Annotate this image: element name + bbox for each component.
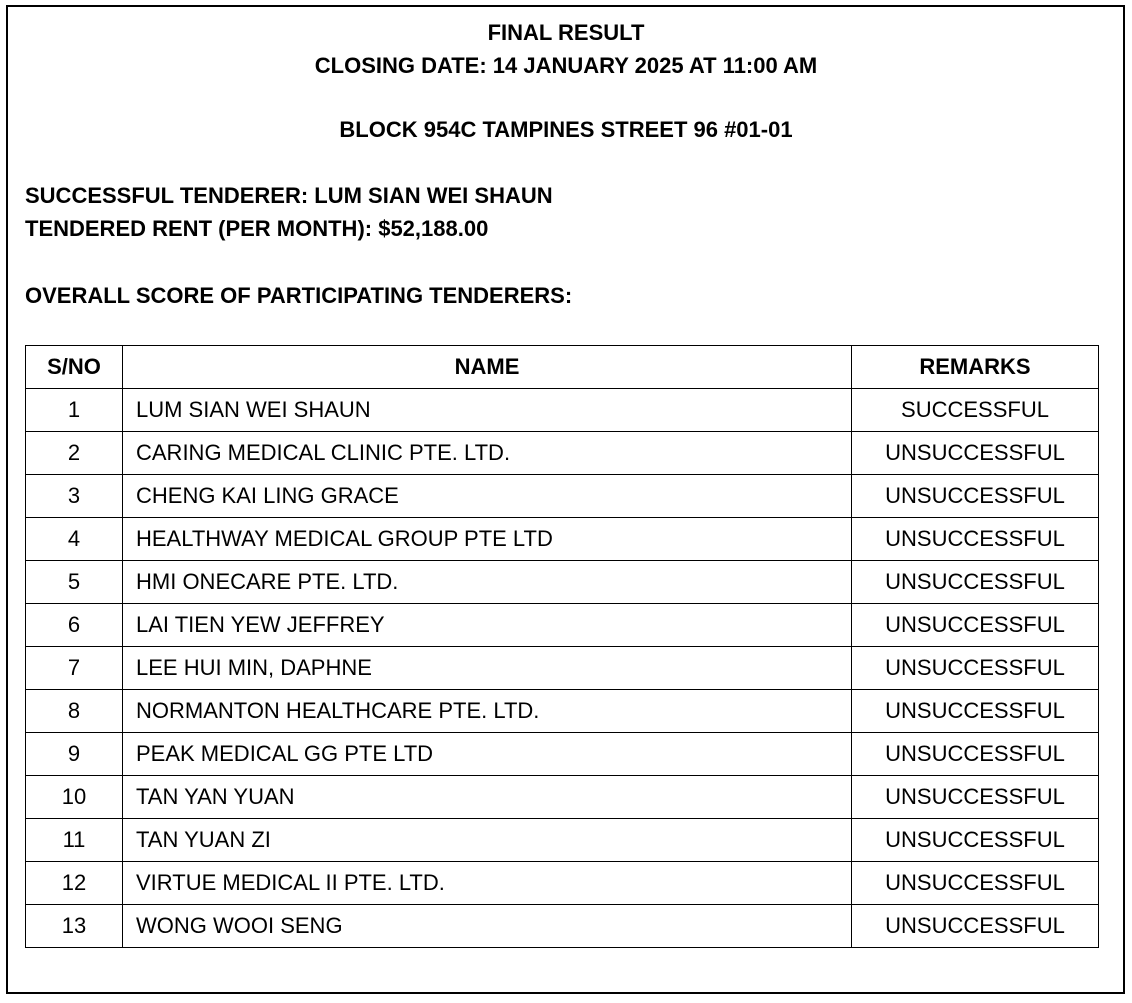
row-name: TAN YAN YUAN xyxy=(123,776,852,819)
row-name: HMI ONECARE PTE. LTD. xyxy=(123,561,852,604)
row-sno: 2 xyxy=(26,432,123,475)
row-name: PEAK MEDICAL GG PTE LTD xyxy=(123,733,852,776)
row-remarks: UNSUCCESSFUL xyxy=(852,518,1099,561)
table-row xyxy=(26,733,1099,776)
closing-date: CLOSING DATE: 14 JANUARY 2025 AT 11:00 AM xyxy=(314,53,818,78)
row-sno: 13 xyxy=(26,905,123,948)
row-remarks: UNSUCCESSFUL xyxy=(852,776,1099,819)
successful-tenderer: SUCCESSFUL TENDERER: LUM SIAN WEI SHAUN xyxy=(25,183,553,208)
unit-address: BLOCK 954C TAMPINES STREET 96 #01-01 xyxy=(339,117,793,142)
row-sno: 1 xyxy=(26,389,123,432)
tendered-rent: TENDERED RENT (PER MONTH): $52,188.00 xyxy=(25,216,489,241)
row-remarks: UNSUCCESSFUL xyxy=(852,819,1099,862)
row-remarks: UNSUCCESSFUL xyxy=(852,733,1099,776)
column-header-remarks: REMARKS xyxy=(852,346,1099,389)
row-name: LAI TIEN YEW JEFFREY xyxy=(123,604,852,647)
row-sno: 6 xyxy=(26,604,123,647)
column-header-sno: S/NO xyxy=(26,346,123,389)
row-remarks: UNSUCCESSFUL xyxy=(852,690,1099,733)
row-remarks: UNSUCCESSFUL xyxy=(852,604,1099,647)
row-name: TAN YUAN ZI xyxy=(123,819,852,862)
table-row xyxy=(26,475,1099,518)
row-remarks: UNSUCCESSFUL xyxy=(852,862,1099,905)
table-row xyxy=(26,862,1099,905)
table-row xyxy=(26,776,1099,819)
row-remarks: SUCCESSFUL xyxy=(852,389,1099,432)
row-remarks: UNSUCCESSFUL xyxy=(852,432,1099,475)
row-name: CARING MEDICAL CLINIC PTE. LTD. xyxy=(123,432,852,475)
table-row xyxy=(26,432,1099,475)
row-name: NORMANTON HEALTHCARE PTE. LTD. xyxy=(123,690,852,733)
table-row xyxy=(26,690,1099,733)
row-sno: 3 xyxy=(26,475,123,518)
column-header-name: NAME xyxy=(123,346,852,389)
row-sno: 8 xyxy=(26,690,123,733)
row-remarks: UNSUCCESSFUL xyxy=(852,475,1099,518)
tenderers-table xyxy=(25,345,1099,948)
table-row xyxy=(26,561,1099,604)
row-remarks: UNSUCCESSFUL xyxy=(852,561,1099,604)
row-sno: 12 xyxy=(26,862,123,905)
row-name: LEE HUI MIN, DAPHNE xyxy=(123,647,852,690)
table-row xyxy=(26,647,1099,690)
row-name: LUM SIAN WEI SHAUN xyxy=(123,389,852,432)
row-sno: 4 xyxy=(26,518,123,561)
table-row xyxy=(26,905,1099,948)
table-row xyxy=(26,518,1099,561)
row-name: VIRTUE MEDICAL II PTE. LTD. xyxy=(123,862,852,905)
page-title: FINAL RESULT xyxy=(487,20,645,45)
table-row xyxy=(26,604,1099,647)
row-name: CHENG KAI LING GRACE xyxy=(123,475,852,518)
overall-score-heading: OVERALL SCORE OF PARTICIPATING TENDERERS: xyxy=(25,283,573,308)
table-header-row xyxy=(26,346,1099,389)
row-name: WONG WOOI SENG xyxy=(123,905,852,948)
row-sno: 7 xyxy=(26,647,123,690)
row-name: HEALTHWAY MEDICAL GROUP PTE LTD xyxy=(123,518,852,561)
row-sno: 5 xyxy=(26,561,123,604)
table-row xyxy=(26,389,1099,432)
table-row xyxy=(26,819,1099,862)
row-sno: 11 xyxy=(26,819,123,862)
row-sno: 10 xyxy=(26,776,123,819)
row-remarks: UNSUCCESSFUL xyxy=(852,647,1099,690)
row-remarks: UNSUCCESSFUL xyxy=(852,905,1099,948)
row-sno: 9 xyxy=(26,733,123,776)
